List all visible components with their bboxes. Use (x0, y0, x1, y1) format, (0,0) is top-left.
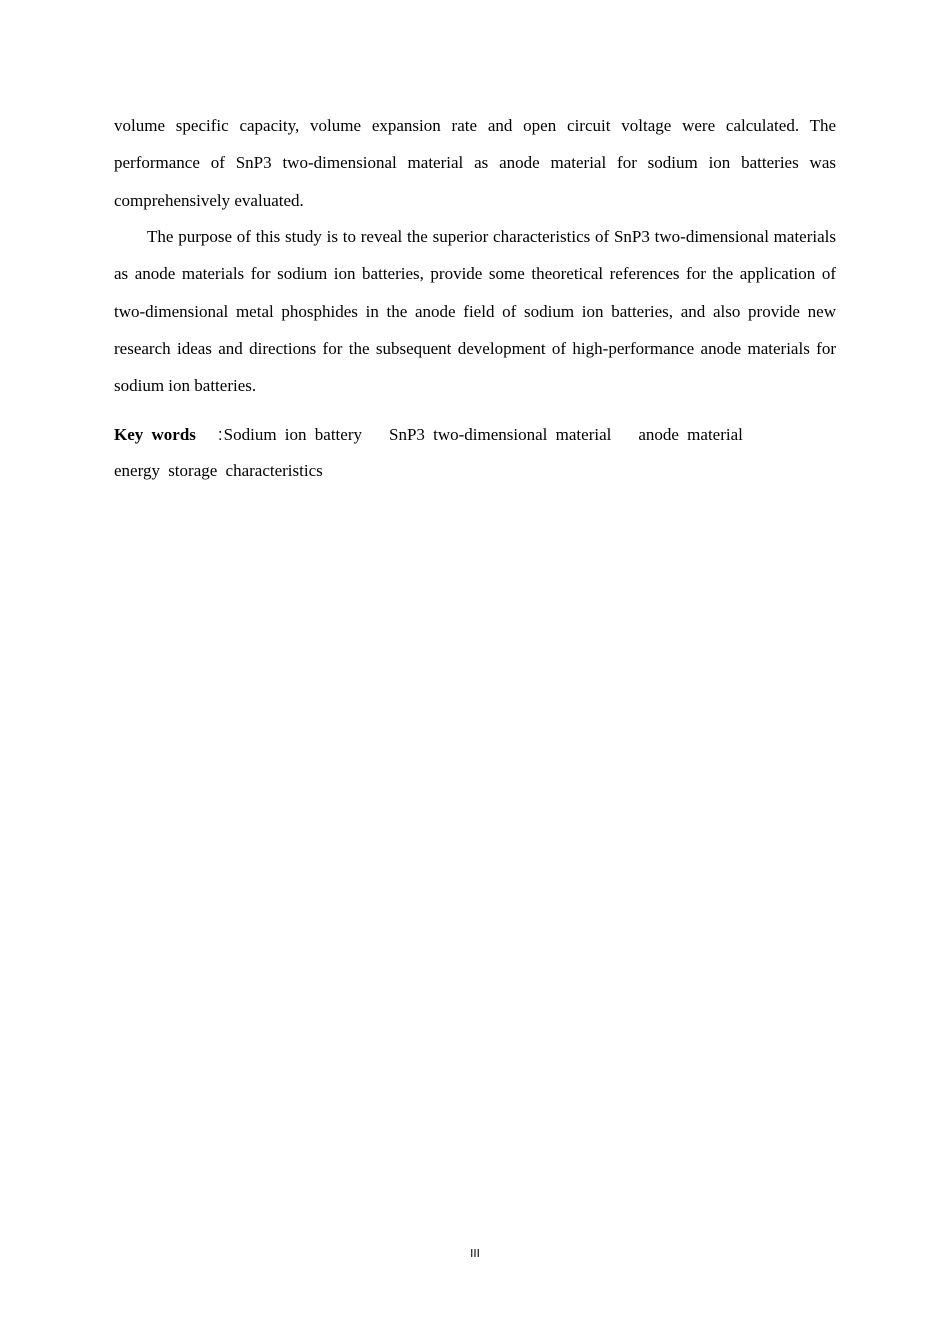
keyword-item: SnP3 two-dimensional material (388, 425, 612, 444)
keywords-label: Key words (114, 425, 196, 444)
keyword-item: anode material (638, 425, 743, 444)
abstract-paragraph-continued: volume specific capacity, volume expansion rate and open circuit voltage were calculated. The performance of SnP3 two-dimensional material as anode material for sodium ion batteries was comprehensively evaluated. (114, 116, 836, 210)
keyword-item: energy storage characteristics (114, 461, 323, 480)
keyword-item: Sodium ion battery (223, 425, 362, 444)
abstract-paragraph-purpose: The purpose of this study is to reveal the superior characteristics of SnP3 two-dimensional materials as anode materials for sodium ion batteries, provide some theoretical references for the application of two-dimensional metal phosphides in the anode field of sodium ion batteries, and also provide new research ideas and directions for the subsequent development of high-performance anode materials for sodium ion batteries. (114, 227, 836, 396)
keywords-line (114, 417, 836, 489)
page-number: III (470, 1247, 480, 1260)
keywords-colon: : (217, 425, 223, 444)
